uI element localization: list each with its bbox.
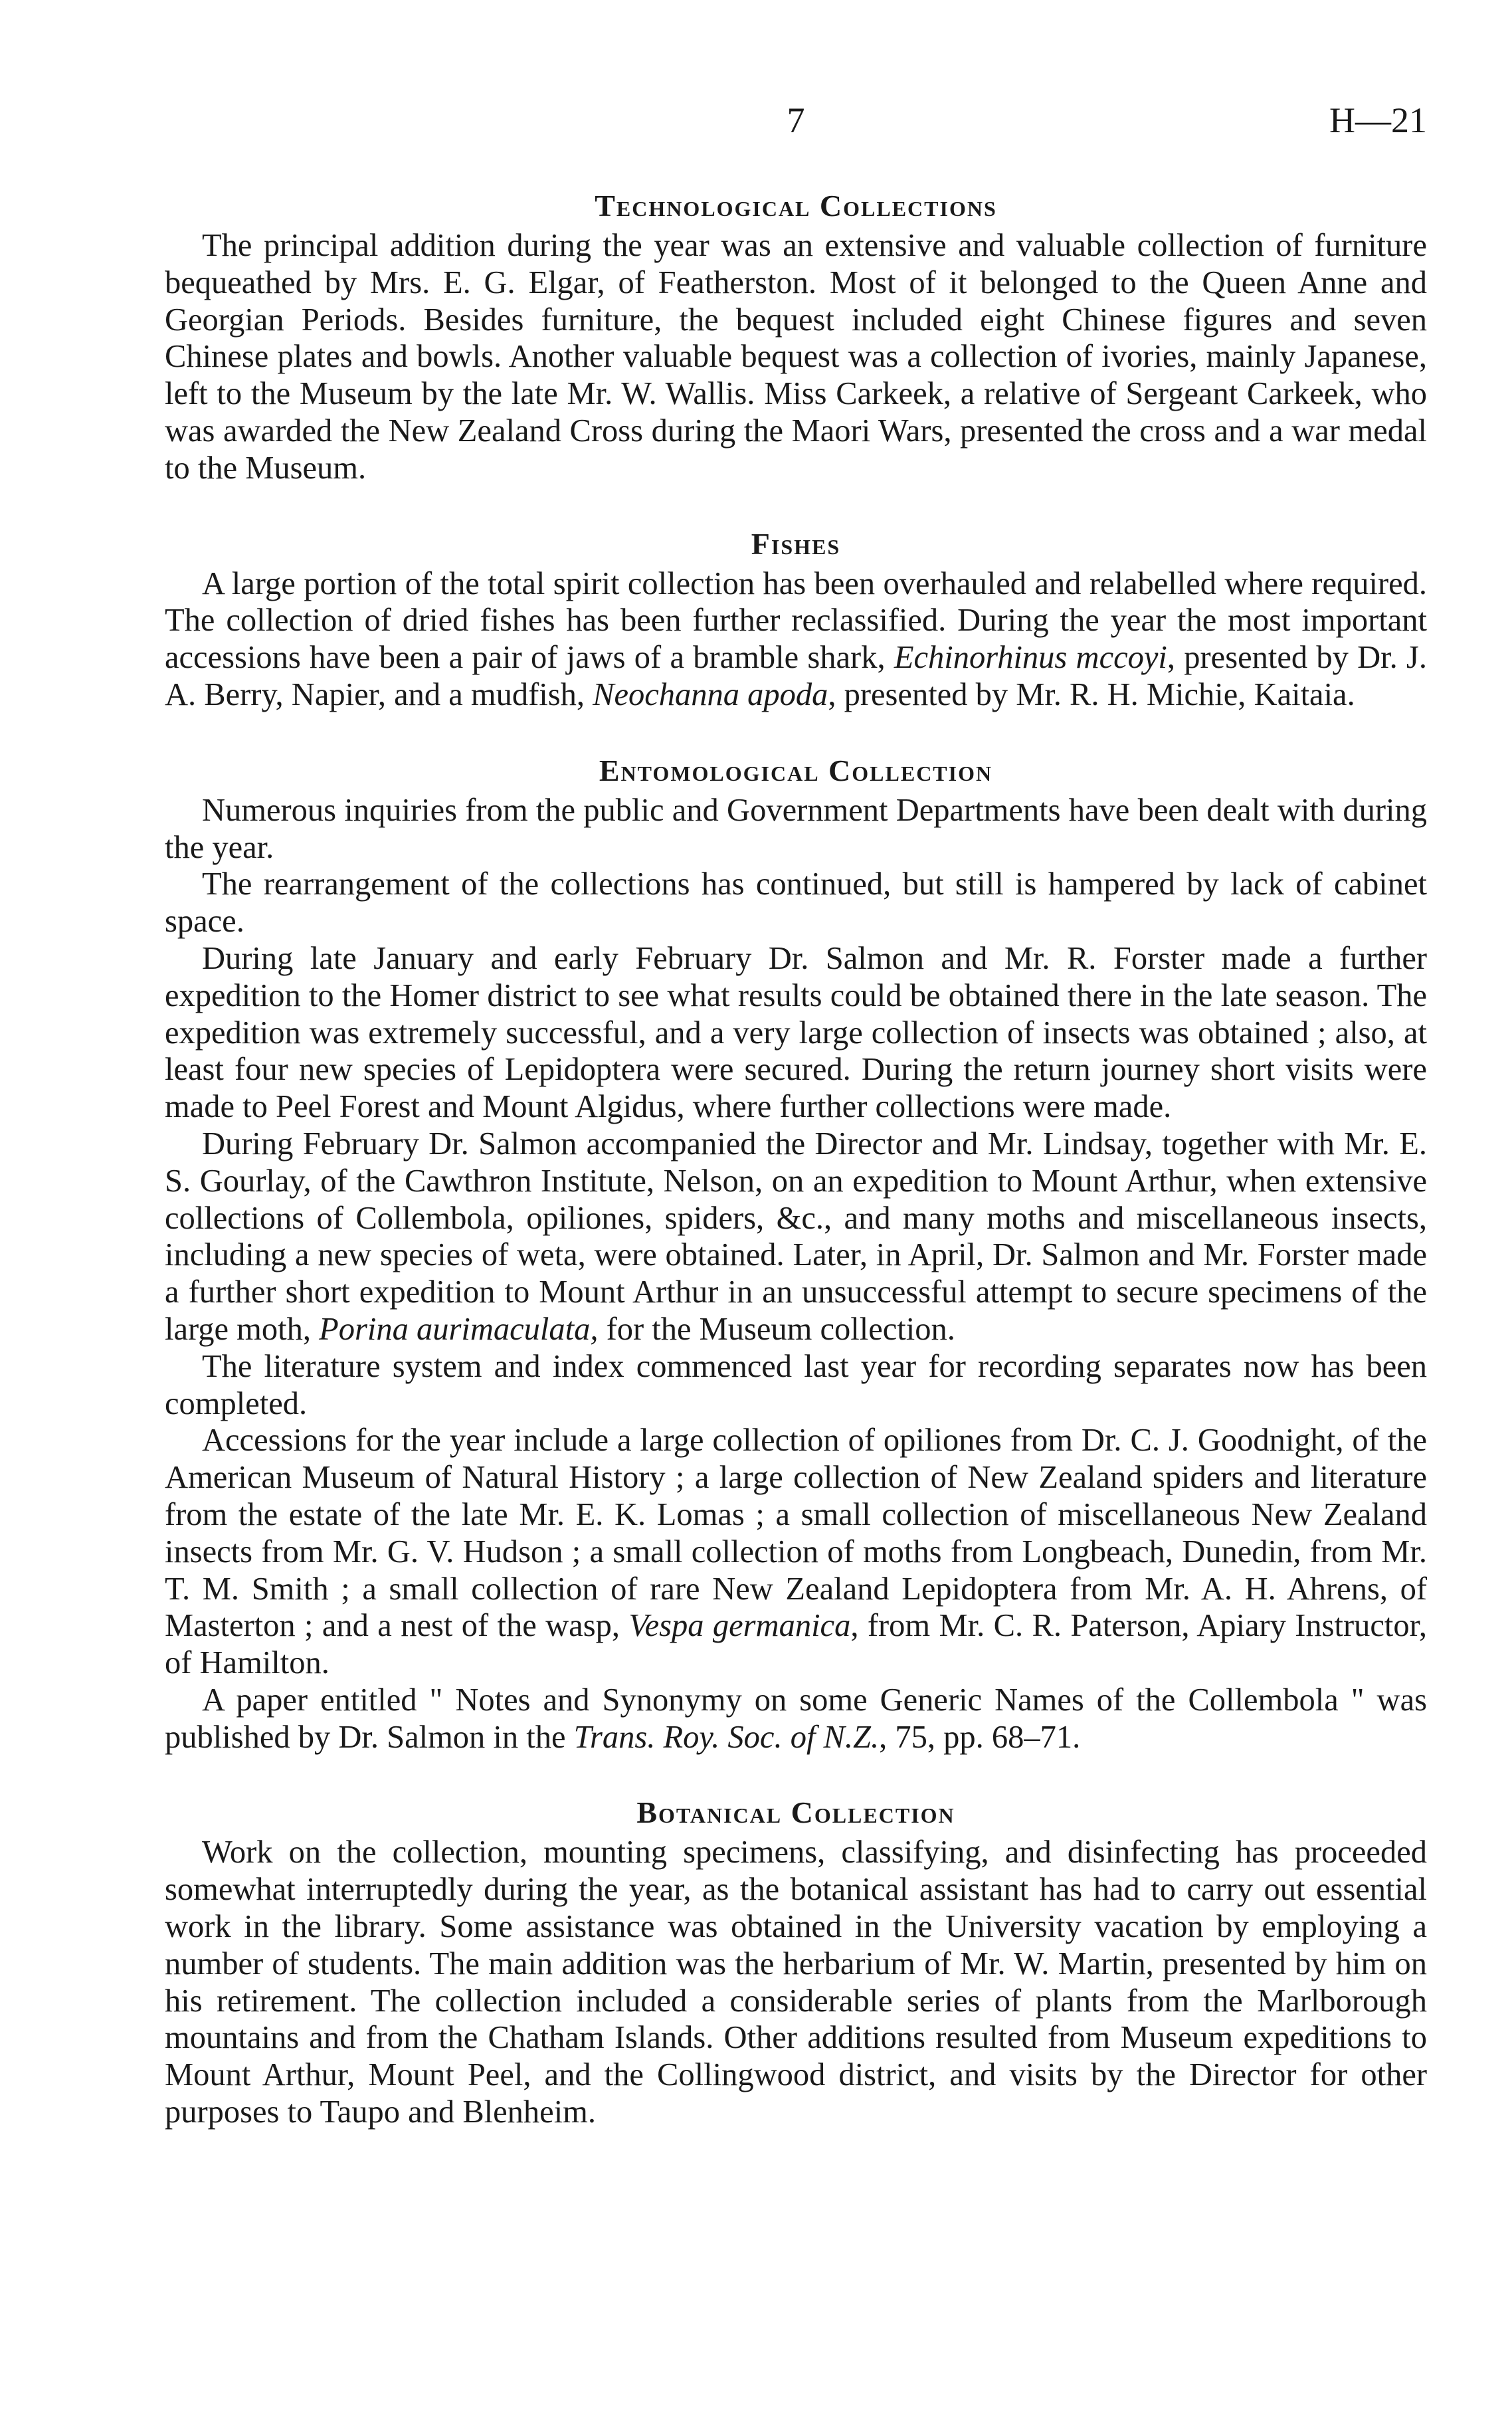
journal-title: Trans. Roy. Soc. of N.Z.: [573, 1719, 880, 1755]
paragraph: [165, 1422, 1427, 1682]
section-entomological-collection: [165, 752, 1427, 1756]
paragraph: [165, 792, 1427, 866]
body-text: [165, 187, 1427, 2131]
text-run: for the Museum collection.: [598, 1311, 955, 1347]
species-name: Neochanna apoda: [593, 676, 828, 712]
species-name: Vespa germanica: [628, 1608, 851, 1644]
text-run: , from Mr. C. R. Paterson, Apiary Instructor, of Hamilton.: [165, 1608, 1427, 1681]
paragraph: [165, 227, 1427, 487]
paragraph: [165, 940, 1427, 1126]
text-run: , presented by Mr. R. H. Michie, Kaitaia.: [828, 676, 1355, 712]
page-number: 7: [787, 100, 805, 140]
paragraph: [165, 1348, 1427, 1423]
text-run: , 75, pp. 68–71.: [879, 1719, 1081, 1755]
text-run: Work on the collection, mounting specimens, classifying, and disinfecting has proceeded somewhat interruptedly during the year, as the botanical assistant has had to carry out essential work in the library. Some assistance was obtained in the University vacation by employing a number of students. The main addition was the herbarium of Mr. W. Martin, presented by him on his retirement. The collection included a considerable series of plants from the Marlborough mountains and from the Chatham Islands. Other additions resulted from Museum expeditions to Mount Arthur, Mount Peel, and the Collingwood district, and visits by the Director for other purposes to Taupo and Blenheim.: [165, 1835, 1427, 2130]
text-run: The principal addition during the year was an extensive and valuable collection of furniture bequeathed by Mrs. E. G. Elgar, of Featherston. Most of it belonged to the Queen Anne and Georgian Periods. Besides furniture, the bequest included eight Chinese figures and seven Chinese plates and bowls. Another valuable bequest was a collection of ivories, mainly Japanese, left to the Museum by the late Mr. W. Wallis. Miss Carkeek, a relative of Sergeant Carkeek, who was awarded the New Zealand Cross during the Maori Wars, presented the cross and a war medal to the Museum.: [165, 228, 1427, 486]
section-title: Entomological Collection: [599, 753, 993, 787]
species-name: Porina aurimaculata,: [319, 1311, 599, 1347]
text-run: Accessions for the year include a large collection of opiliones from Dr. C. J. Goodnight, of the American Museum of Natural History ; a large collection of New Zealand spiders and literature from the estate of the late Mr. E. K. Lomas ; a small collection of miscellaneous New Zealand insects from Mr. G. V. Hudson ; a small collection of moths from Longbeach, Dunedin, from Mr. T. M. Smith ; a small collection of rare New Zealand Lepidoptera from Mr. A. H. Ahrens, of Masterton ; and a nest of the wasp,: [165, 1423, 1427, 1644]
species-name: Echinorhinus mccoyi: [894, 640, 1167, 676]
text-run: The rearrangement of the collections has continued, but still is hampered by lack of cabinet space.: [165, 866, 1427, 940]
section-botanical-collection: [165, 1794, 1427, 2130]
text-run: The literature system and index commenced last year for recording separates now has been completed.: [165, 1348, 1427, 1421]
paragraph: [165, 1682, 1427, 1756]
text-run: A paper entitled " Notes and Synonymy on some Generic Names of the Collembola " was published by Dr. Salmon in the: [165, 1682, 1427, 1755]
section-technological-collections: [165, 187, 1427, 487]
paragraph: [165, 565, 1427, 714]
document-reference: H—21: [1329, 100, 1427, 140]
section-title: Technological Collections: [595, 189, 997, 223]
paragraph: [165, 866, 1427, 940]
text-run: A large portion of the total spirit collection has been overhauled and relabelled where required. The collection of dried fishes has been further reclassified. During the year the most important accessions have been a pair of jaws of a bramble shark,: [165, 565, 1427, 676]
section-title: Fishes: [751, 526, 841, 561]
paragraph: [165, 1834, 1427, 2130]
text-run: Numerous inquiries from the public and Government Departments have been dealt with during the year.: [165, 792, 1427, 865]
text-run: During late January and early February Dr. Salmon and Mr. R. Forster made a further expedition to the Homer district to see what results could be obtained there in the late season. The expedition was extremely successful, and a very large collection of insects was obtained ; also, at least four new species of Lepidoptera were secured. During the return journey short visits were made to Peel Forest and Mount Algidus, where further collections were made.: [165, 940, 1427, 1125]
running-header: [165, 100, 1427, 146]
paragraph: [165, 1126, 1427, 1348]
section-title: Botanical Collection: [636, 1795, 955, 1830]
text-run: During February Dr. Salmon accompanied the Director and Mr. Lindsay, together with Mr. E. S. Gourlay, of the Cawthron Institute, Nelson, on an expedition to Mount Arthur, when extensive collections of Collembola, opiliones, spiders, &c., and many moths and miscellaneous insects, including a new species of weta, were obtained. Later, in April, Dr. Salmon and Mr. Forster made a further short expedition to Mount Arthur in an unsuccessful attempt to secure specimens of the large moth,: [165, 1126, 1427, 1347]
text-run: , presented by Dr. J. A. Berry, Napier, and a mudfish,: [165, 640, 1427, 712]
section-fishes: [165, 526, 1427, 714]
